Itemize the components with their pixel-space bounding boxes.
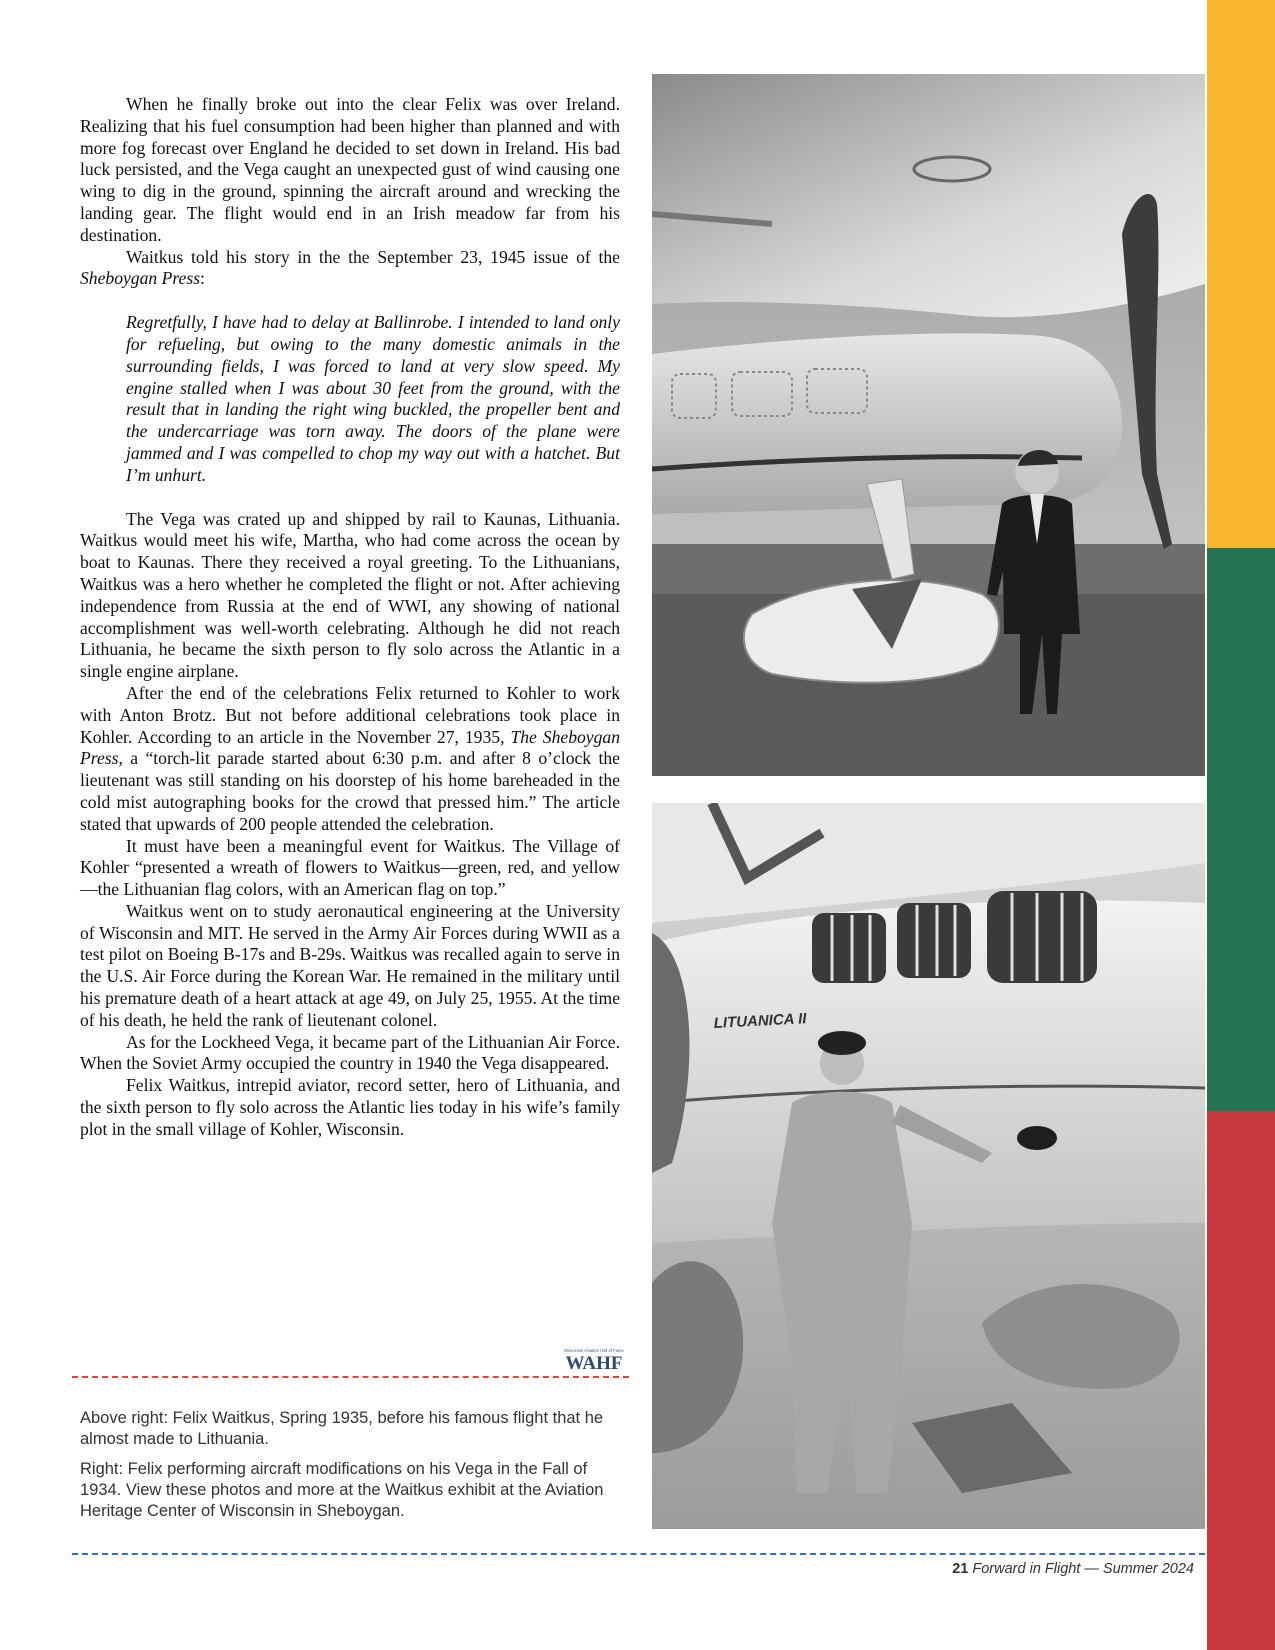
publication-title: Forward in Flight — Summer 2024	[972, 1561, 1194, 1577]
paragraph-7: As for the Lockheed Vega, it became part of the Lithuanian Air Force. When the Soviet Army occupied the country in 1940 the Vega disappeared.	[80, 1031, 620, 1074]
caption-divider	[72, 1376, 629, 1378]
wahf-logo-text: WAHF	[565, 1353, 623, 1372]
photo-felix-with-vega	[652, 74, 1205, 776]
fuselage-lettering: LITUANICA II	[713, 1010, 807, 1032]
paragraph-5: It must have been a meaningful event for Waitkus. The Village of Kohler “presented a wreath of flowers to Waitkus—green, red, and yellow—the Lithuanian flag colors, with an American flag on top.”	[80, 835, 620, 900]
paragraph-1: When he finally broke out into the clear Felix was over Ireland. Realizing that his fuel consumption had been higher than planned and with more fog forecast over England he decided to set down in Ireland. His bad luck persisted, and the Vega caught an unexpected gust of wind causing one wing to dig in the ground, spinning the aircraft around and wrecking the landing gear. The flight would end in an Irish meadow far from his destination.	[80, 94, 620, 245]
photo-captions	[80, 1408, 625, 1531]
paragraph-2-end: :	[200, 268, 205, 289]
block-quote: Regretfully, I have had to delay at Ballinrobe. I intended to land only for refueling, but owing to the many domestic animals in the surrounding fields, I was forced to land at very slow speed. My engine stalled when I was about 30 feet from the ground, with the result that in landing the right wing buckled, the propeller bent and the undercarriage was torn away. The doors of the plane were jammed and I was compelled to chop my way out with a hatchet. But I’m unhurt.	[126, 312, 620, 485]
paragraph-6: Waitkus went on to study aeronautical engineering at the University of Wisconsin and MIT. He served in the Army Air Forces during WWII as a test pilot on Boeing B-17s and B-29s. Waitkus was recalled again to serve in the U.S. Air Force during the Korean War. He remained in the military until his premature death of a heart attack at age 49, on July 25, 1955. At the time of his death, he held the rank of lieutenant colonel.	[80, 900, 620, 1030]
paragraph-3: The Vega was crated up and shipped by rail to Kaunas, Lithuania. Waitkus would meet his wife, Martha, who had come across the ocean by boat to Kaunas. There they received a royal greeting. To the Lithuanians, Waitkus was a hero whether he completed the flight or not. After achieving independence from Russia at the end of WWI, any showing of national accomplishment was well-worth celebrating. Although he did not reach Lithuania, he became the sixth person to fly solo across the Atlantic in a single engine airplane.	[80, 508, 620, 682]
publication-name: Sheboygan Press	[80, 268, 201, 289]
wahf-logo	[560, 1346, 628, 1372]
paragraph-4-end: a “torch-lit parade started about 6:30 p.m. and after 8 o’clock the lieutenant was still standing on his doorstep of his home bareheaded in the cold mist autographing books for the crowd that pressed him.” The article stated that upwards of 200 people attended the celebration.	[80, 748, 620, 834]
wahf-logo-sub: Wisconsin Aviation Hall of Fame	[564, 1348, 624, 1353]
caption-above-right: Above right: Felix Waitkus, Spring 1935, before his famous flight that he almost made to Lithuania.	[80, 1409, 604, 1448]
footer-divider	[72, 1553, 1205, 1555]
page-number: 21	[952, 1561, 969, 1577]
paragraph-4	[80, 683, 620, 836]
photo-felix-modifying-vega	[652, 803, 1205, 1529]
publication-name-2: The Sheboygan Press,	[80, 726, 620, 769]
caption-right: Right: Felix performing aircraft modifications on his Vega in the Fall of 1934. View these photos and more at the Waitkus exhibit at the Aviation Heritage Center of Wisconsin in Sheboygan.	[80, 1460, 604, 1520]
paragraph-4-text: After the end of the celebrations Felix returned to Kohler to work with Anton Brotz. But not before additional celebrations took place in Kohler. According to an article in the November 27, 1935,	[80, 682, 620, 747]
article-body	[80, 94, 620, 1141]
page-footer	[952, 1561, 1194, 1577]
flag-stripe-green	[1207, 548, 1275, 1111]
flag-stripe-yellow	[1207, 0, 1275, 548]
paragraph-2-text: Waitkus told his story in the the September 23, 1945 issue of the	[126, 246, 620, 267]
paragraph-8: Felix Waitkus, intrepid aviator, record setter, hero of Lithuania, and the sixth person to fly solo across the Atlantic lies today in his wife’s family plot in the small village of Kohler, Wisconsin.	[80, 1075, 620, 1139]
flag-stripe-red	[1207, 1111, 1275, 1650]
paragraph-2	[80, 247, 620, 291]
